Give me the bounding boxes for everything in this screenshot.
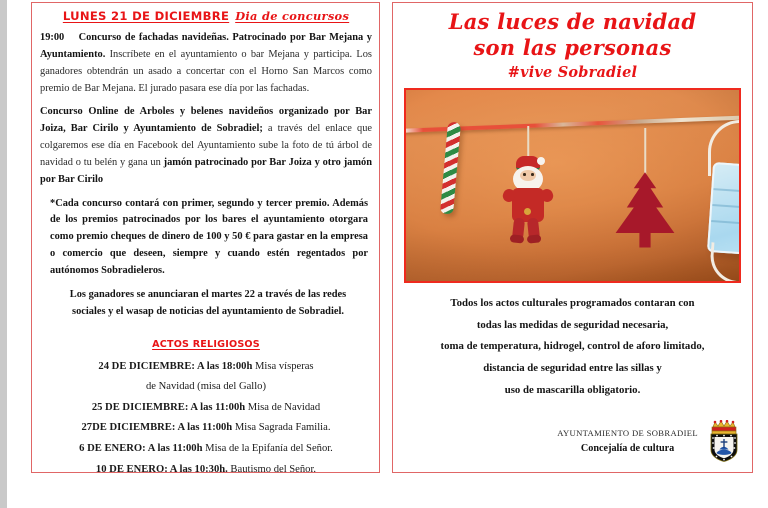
mass-time: A las 11:00h	[188, 401, 246, 413]
contest-time: 19:00	[40, 32, 65, 43]
religious-events-heading: ACTOS RELIGIOSOS	[152, 338, 260, 350]
coat-of-arms-icon	[707, 420, 741, 462]
left-panel-title	[40, 9, 372, 23]
slogan	[393, 3, 752, 83]
mass-detail: Misa de la Epifanía del Señor.	[202, 443, 333, 455]
paragraph-winners: Los ganadores se anunciaran el martes 22 a través de las redes sociales y el wasap de noticias del ayuntamiento de Sobradiel.	[69, 288, 347, 317]
title-subtitle: Dia de concursos	[235, 9, 350, 23]
mass-schedule-item	[40, 460, 372, 481]
santa-eye-left	[523, 173, 526, 176]
mass-detail: Misa Sagrada Familia.	[232, 422, 331, 434]
left-panel	[31, 2, 380, 473]
mass-time: A las 11:00h	[175, 422, 233, 434]
mass-time: A las 10:30h.	[167, 463, 228, 475]
tree-shape	[610, 172, 680, 252]
signature-text	[557, 428, 698, 454]
slogan-line-1: Las luces de navidad	[448, 9, 697, 34]
right-panel	[392, 2, 753, 473]
mass-detail: Misa de Navidad	[245, 401, 321, 413]
paragraph-facades-rest: Inscríbete en el ayuntamiento o bar Mejana y participa. Los ganadores obtendrán un asado a concertar con el Horno San Marcos como premio de Bar Mejana. El jurado pasara ese día por las fachadas.	[40, 48, 372, 94]
santa-body	[506, 156, 550, 242]
mass-detail: Bautismo del Señor.	[227, 463, 317, 475]
mass-time: A las 11:00h	[145, 443, 203, 455]
santa-ornament-icon	[500, 126, 556, 246]
signature-organization: AYUNTAMIENTO DE SOBRADIEL	[557, 428, 698, 438]
mass-schedule-item	[40, 418, 372, 439]
paragraph-facades-bold: Concurso de fachadas navideñas. Patrocinado por Bar Mejana y Ayuntamiento.	[40, 32, 372, 60]
signature-block	[557, 420, 741, 462]
mass-date: 27DE DICIEMBRE:	[81, 422, 176, 434]
mask-bottom-loop	[709, 242, 741, 283]
mass-schedule-item	[40, 357, 372, 378]
paragraph-online-bold-2: jamón patrocinado por Bar Joiza y otro jamón por Bar Cirilo	[40, 156, 372, 185]
paragraph-online-mid: a través del enlace que colgaremos ese día en Facebook del Ayuntamiento sube la foto de tú árbol de navidad o tu belén y gana un	[40, 123, 372, 168]
safety-line: Todos los actos culturales programados contaran con	[450, 297, 695, 310]
hanging-thread	[527, 126, 529, 160]
santa-leg-left	[512, 218, 525, 241]
mass-date: 24 DE DICIEMBRE:	[98, 360, 195, 372]
paragraph-facades	[40, 30, 372, 97]
safety-line: uso de mascarilla obligatorio.	[504, 383, 641, 396]
mass-date: 25 DE DICIEMBRE:	[91, 401, 189, 413]
slogan-hashtag: #vive Sobradiel	[507, 63, 638, 81]
mass-date: 6 DE ENERO:	[79, 443, 146, 455]
mass-schedule-item	[40, 439, 372, 460]
paragraph-online-contest	[40, 104, 372, 188]
hanging-thread	[644, 128, 646, 176]
mass-detail: de Navidad (misa del Gallo)	[145, 381, 267, 393]
santa-leg-right	[527, 218, 540, 241]
safety-line: distancia de seguridad entre las sillas y	[483, 362, 662, 375]
paragraph-prizes: *Cada concurso contará con primer, segundo y tercer premio. Además de los premios patrocinados por los bares el ayuntamiento otorgara como premio cheques de dinero de 100 y 50 € para gastar en la empresa o comercio que deseen, siempre y cuando estén regentados por autónomos Sobradieleros.	[50, 197, 368, 276]
christmas-ornaments-photo	[404, 88, 741, 283]
signature-department: Concejalía de cultura	[580, 443, 675, 454]
mass-schedule-item	[40, 398, 372, 419]
christmas-tree-ornament-icon	[606, 128, 684, 258]
safety-measures-text	[407, 293, 738, 401]
safety-line: toma de temperatura, hidrogel, control de aforo limitado,	[440, 340, 705, 353]
page-left-gutter	[0, 0, 7, 508]
mass-date: 10 DE ENERO:	[95, 463, 168, 475]
mass-schedule-list	[40, 357, 372, 481]
title-date: LUNES 21 DE DICIEMBRE	[62, 9, 230, 23]
paragraph-online-bold-1: Concurso Online de Arboles y belenes navideños organizado por Bar Joiza, Bar Cirilo y Ayuntamiento de Sobradiel;	[40, 106, 372, 135]
santa-eye-right	[531, 173, 534, 176]
mass-schedule-item	[40, 377, 372, 398]
mass-detail: Misa vísperas	[252, 360, 314, 372]
slogan-line-2: son las personas	[473, 35, 672, 61]
safety-line: todas las medidas de seguridad necesaria,	[476, 318, 669, 331]
mass-time: A las 18:00h	[194, 360, 253, 372]
santa-boot-right	[527, 235, 542, 244]
santa-boot-left	[510, 234, 525, 243]
face-mask-icon	[702, 120, 741, 283]
